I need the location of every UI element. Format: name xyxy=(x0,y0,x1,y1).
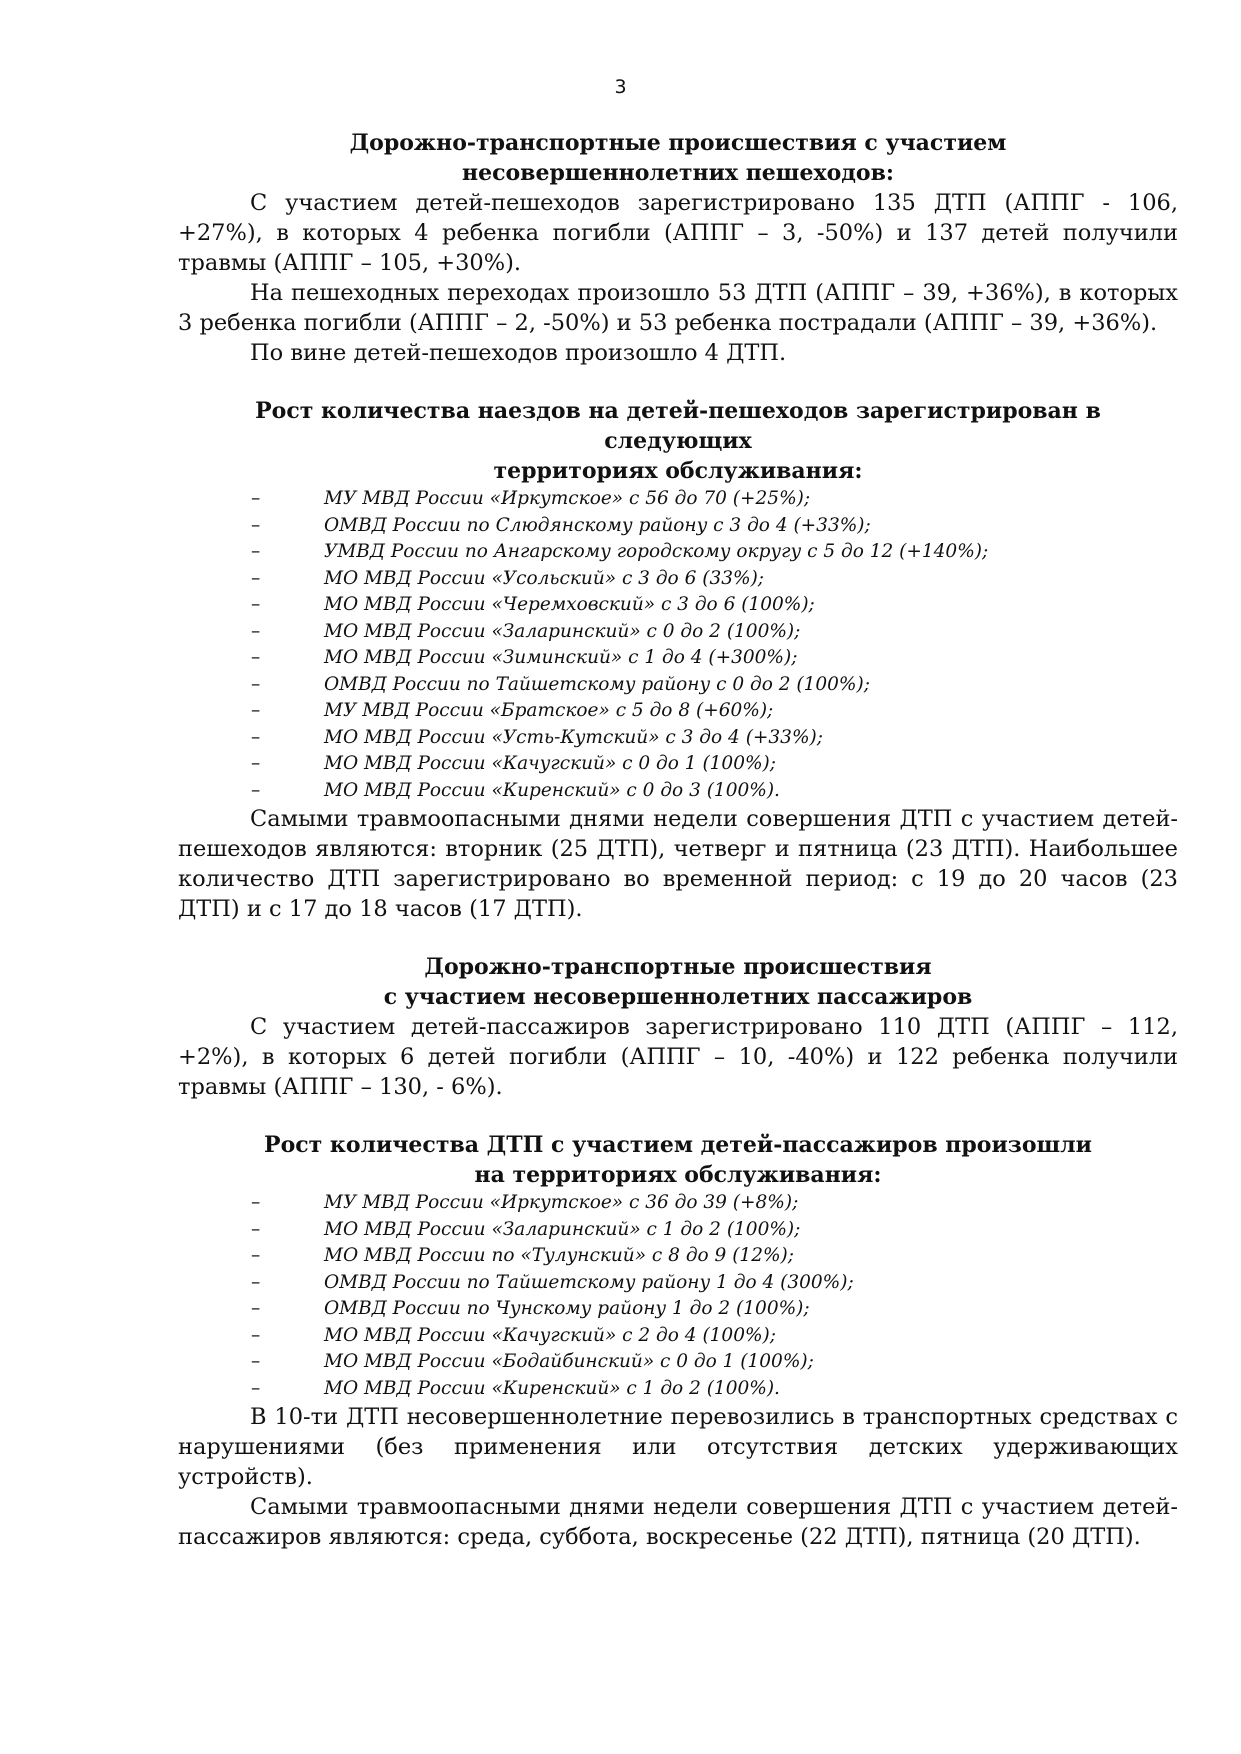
list-dash: – xyxy=(251,1324,261,1346)
pedestrians-paragraph-total: С участием детей-пешеходов зарегистрировано 135 ДТП (АППГ - 106, +27%), в которых 4 ребенка погибли (АППГ – 3, -50%) и 137 детей получили травмы (АППГ – 105, +30%). xyxy=(178,190,1178,276)
list-item-text: ОМВД России по Тайшетскому району 1 до 4 (300%); xyxy=(324,1271,854,1293)
list-item xyxy=(178,725,1178,752)
list-item xyxy=(178,1217,1178,1244)
list-dash: – xyxy=(251,541,261,562)
list-item xyxy=(178,566,1178,593)
list-item-text: УМВД России по Ангарскому городскому округу с 5 до 12 (+140%); xyxy=(324,541,989,562)
list-item-text: ОМВД России по Тайшетскому району с 0 до 2 (100%); xyxy=(324,673,870,695)
list-item xyxy=(178,672,1178,699)
list-item xyxy=(178,1270,1178,1297)
list-dash: – xyxy=(251,1271,261,1293)
list-dash: – xyxy=(251,488,261,509)
list-item-text: МУ МВД России «Братское» с 5 до 8 (+60%); xyxy=(324,700,774,721)
page-number: 3 xyxy=(614,76,627,98)
list-item xyxy=(178,539,1178,566)
pedestrians-paragraph-fault: По вине детей-пешеходов произошло 4 ДТП. xyxy=(250,340,787,366)
list-dash: – xyxy=(251,1377,261,1399)
list-dash: – xyxy=(251,1218,261,1240)
list-item xyxy=(178,486,1178,513)
list-item xyxy=(178,645,1178,672)
list-item xyxy=(178,513,1178,540)
list-dash: – xyxy=(251,514,261,536)
section-passengers-heading-line2: с участием несовершеннолетних пассажиров xyxy=(383,984,973,1010)
list-item-text: МУ МВД России «Иркутское» с 36 до 39 (+8%); xyxy=(324,1192,799,1213)
list-item xyxy=(178,1190,1178,1217)
list-item-text: МО МВД России «Качугский» с 0 до 1 (100%); xyxy=(324,753,777,774)
list-dash: – xyxy=(251,700,261,721)
section-passengers-heading-line1: Дорожно-транспортные происшествия xyxy=(424,954,932,980)
list-item xyxy=(178,698,1178,725)
list-item-text: МО МВД России «Зиминский» с 1 до 4 (+300%); xyxy=(324,647,798,668)
list-dash: – xyxy=(251,620,261,642)
pedestrian-growth-list xyxy=(178,486,1178,804)
list-dash: – xyxy=(251,1298,261,1319)
list-item xyxy=(178,619,1178,646)
list-item xyxy=(178,1376,1178,1403)
list-dash: – xyxy=(251,779,261,801)
passenger-growth-list xyxy=(178,1190,1178,1402)
list-item-text: МО МВД России «Черемховский» с 3 до 6 (100%); xyxy=(324,594,815,615)
list-dash: – xyxy=(251,726,261,748)
list-dash: – xyxy=(251,1245,261,1266)
list-dash: – xyxy=(251,567,261,589)
list-item-text: ОМВД России по Чунскому району 1 до 2 (100%); xyxy=(324,1298,810,1319)
list-dash: – xyxy=(251,594,261,615)
section-pedestrian-growth-heading-line1: Рост количества наездов на детей-пешеходов зарегистрирован в следующих xyxy=(255,398,1101,454)
list-item xyxy=(178,778,1178,805)
list-item xyxy=(178,1323,1178,1350)
section-pedestrians-heading-line1: Дорожно-транспортные происшествия с участием xyxy=(349,130,1007,156)
list-item-text: МО МВД России «Бодайбинский» с 0 до 1 (100%); xyxy=(324,1351,814,1372)
page-content xyxy=(178,128,1178,1552)
list-item-text: МО МВД России «Усольский» с 3 до 6 (33%); xyxy=(324,567,765,589)
list-dash: – xyxy=(251,1351,261,1372)
passengers-paragraph-violations: В 10-ти ДТП несовершеннолетние перевозились в транспортных средствах с нарушениями (без применения или отсутствия детских удерживающих устройств). xyxy=(178,1404,1178,1490)
pedestrians-paragraph-crossings: На пешеходных переходах произошло 53 ДТП (АППГ – 39, +36%), в которых 3 ребенка погибли (АППГ – 2, -50%) и 53 ребенка пострадали (АППГ – 39, +36%). xyxy=(178,280,1178,336)
list-item-text: МО МВД России «Заларинский» с 1 до 2 (100%); xyxy=(324,1218,801,1240)
list-item-text: МО МВД России «Киренский» с 1 до 2 (100%). xyxy=(324,1377,780,1399)
list-item-text: МО МВД России «Качугский» с 2 до 4 (100%); xyxy=(324,1324,777,1346)
list-item-text: МО МВД России «Усть-Кутский» с 3 до 4 (+33%); xyxy=(324,726,823,748)
list-item xyxy=(178,1349,1178,1376)
list-dash: – xyxy=(251,647,261,668)
list-dash: – xyxy=(251,673,261,695)
list-item-text: ОМВД России по Слюдянскому району с 3 до 4 (+33%); xyxy=(324,514,871,536)
list-dash: – xyxy=(251,1192,261,1213)
pedestrians-paragraph-days: Самыми травмоопасными днями недели совершения ДТП с участием детей-пешеходов являются: вторник (25 ДТП), четверг и пятница (23 ДТП). Наибольшее количество ДТП зарегистрировано во временной период: с 19 до 20 часов (23 ДТП) и с 17 до 18 часов (17 ДТП). xyxy=(178,806,1178,922)
list-item xyxy=(178,592,1178,619)
section-pedestrian-growth-heading-line2: территориях обслуживания: xyxy=(493,458,863,484)
list-item-text: МО МВД России «Киренский» с 0 до 3 (100%). xyxy=(324,779,780,801)
section-passenger-growth-heading-line1: Рост количества ДТП с участием детей-пассажиров произошли xyxy=(264,1132,1092,1158)
section-pedestrians-heading-line2: несовершеннолетних пешеходов: xyxy=(462,160,894,186)
list-item-text: МО МВД России «Заларинский» с 0 до 2 (100%); xyxy=(324,620,801,642)
list-item-text: МО МВД России по «Тулунский» с 8 до 9 (12%); xyxy=(324,1245,794,1266)
list-dash: – xyxy=(251,753,261,774)
passengers-paragraph-days: Самыми травмоопасными днями недели совершения ДТП с участием детей-пассажиров являются: среда, суббота, воскресенье (22 ДТП), пятница (20 ДТП). xyxy=(178,1494,1178,1550)
list-item xyxy=(178,751,1178,778)
list-item xyxy=(178,1243,1178,1270)
passengers-paragraph-total: С участием детей-пассажиров зарегистрировано 110 ДТП (АППГ – 112, +2%), в которых 6 детей погибли (АППГ – 10, -40%) и 122 ребенка получили травмы (АППГ – 130, - 6%). xyxy=(178,1014,1178,1100)
section-passenger-growth-heading-line2: на территориях обслуживания: xyxy=(474,1162,882,1188)
list-item xyxy=(178,1296,1178,1323)
list-item-text: МУ МВД России «Иркутское» с 56 до 70 (+25%); xyxy=(324,488,811,509)
